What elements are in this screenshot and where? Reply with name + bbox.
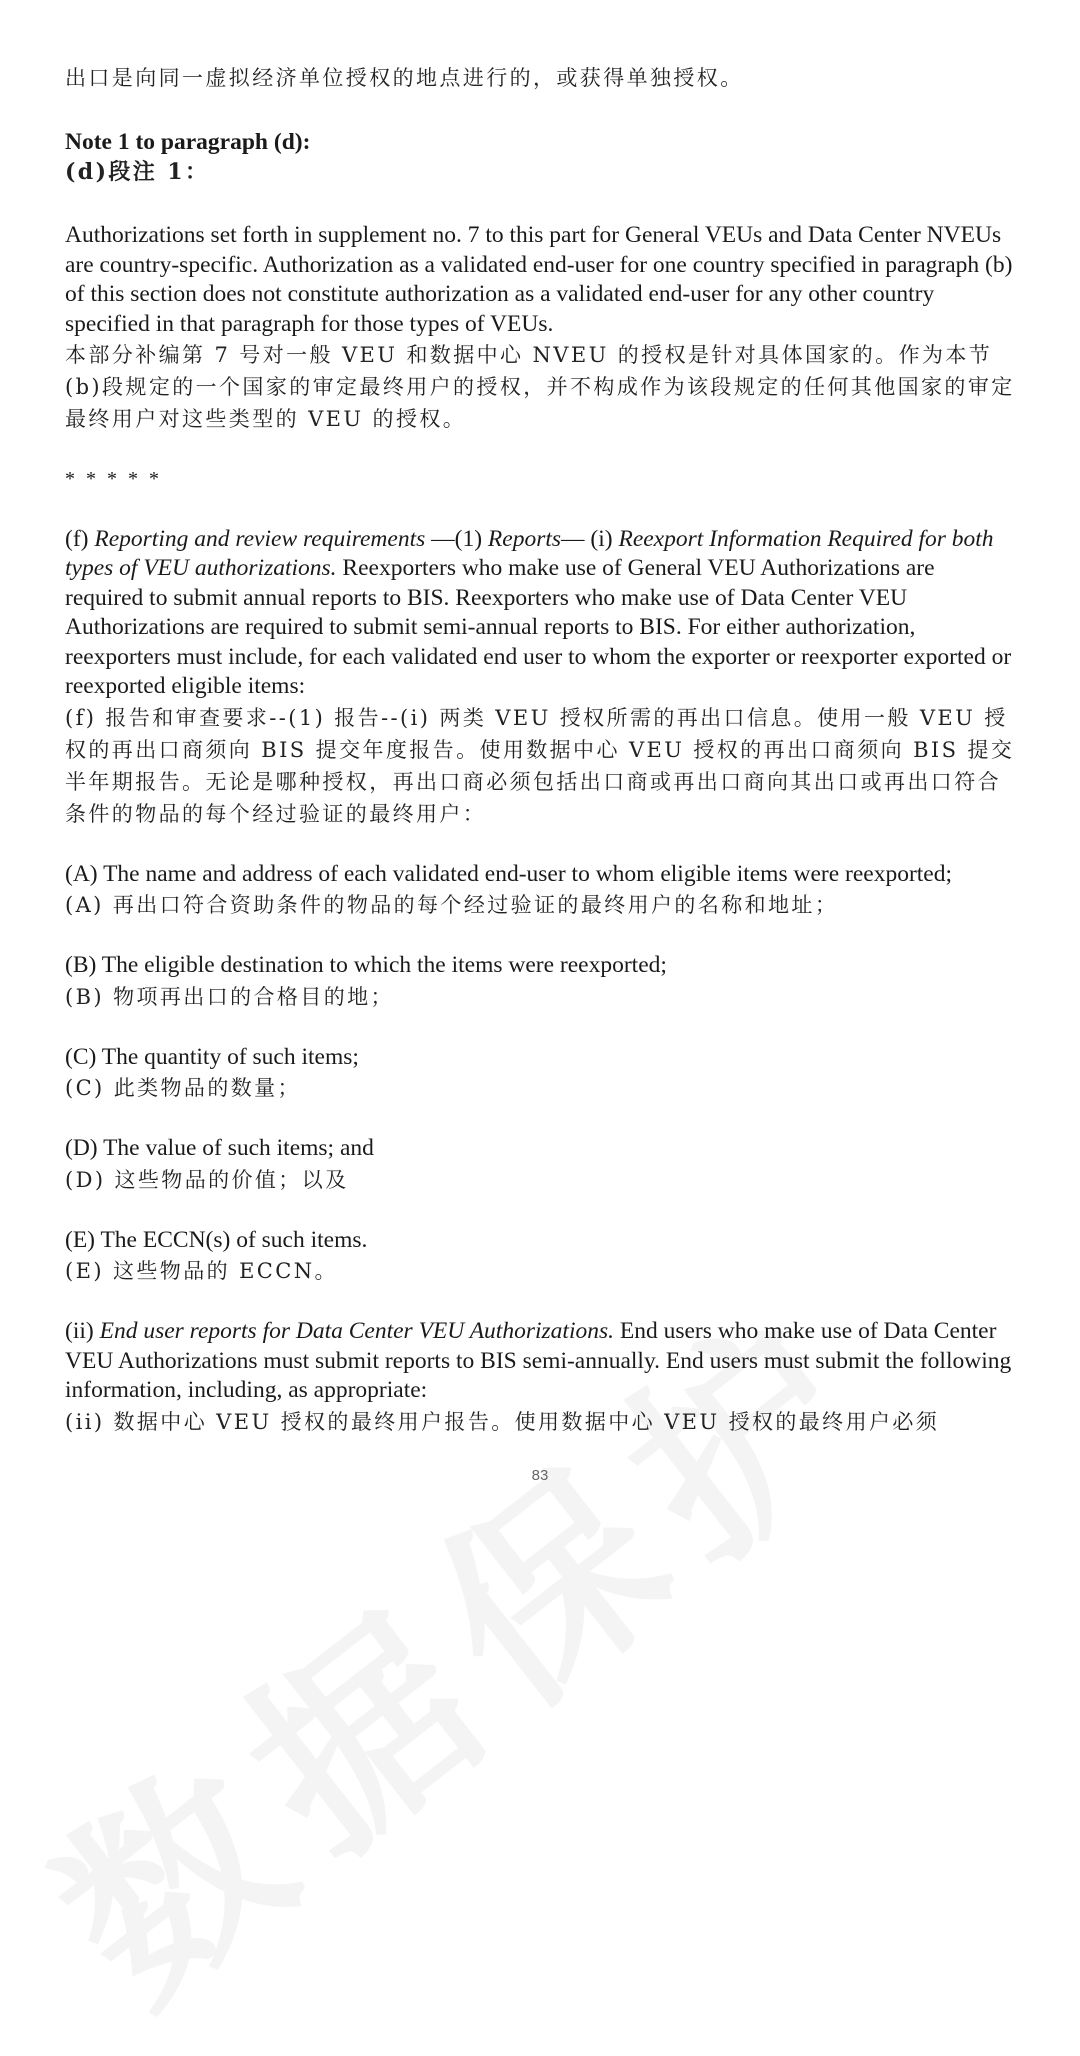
item-c-en: (C) The quantity of such items; (65, 1043, 359, 1070)
paragraph-ii-body: End users who make use of Data Center VEU Authorizations must submit reports to BIS semi-annually. End users must submit the following information, including, as appropriate: (65, 1318, 1012, 1403)
note-heading-zh: (d)段注 1： (65, 159, 210, 185)
note-body-en: Authorizations set forth in supplement no. 7 to this part for General VEUs and Data Center NVEUs are country-specific. Authorization as a validated end-user for one country specified in paragraph (b) of this section does not constitute authorization as a validated end-user for any other country specified in that paragraph for those types of VEUs. (65, 222, 1013, 337)
paragraph-ii-zh: (ii) 数据中心 VEU 授权的最终用户报告。使用数据中心 VEU 授权的最终用户必须 (65, 1409, 940, 1434)
paragraph-d-end-zh: 出口是向同一虚拟经济单位授权的地点进行的，或获得单独授权。 (65, 66, 744, 90)
note-heading: Note 1 to paragraph (d): (65, 129, 311, 155)
paragraph-f-dash-2: — (i) (561, 525, 619, 552)
item-a-en: (A) The name and address of each validated end-user to whom eligible items were reexported; (65, 860, 953, 887)
paragraph-f-heading-reporting: Reporting and review requirements (94, 525, 426, 552)
item-c-zh: (C) 此类物品的数量； (65, 1076, 301, 1100)
item-e-en: (E) The ECCN(s) of such items. (65, 1226, 368, 1253)
item-d-zh: (D) 这些物品的价值；以及 (65, 1167, 349, 1192)
item-e-zh: (E) 这些物品的 ECCN。 (65, 1259, 338, 1283)
paragraph-f-heading-reports: Reports (487, 525, 562, 552)
paragraph-ii-en (65, 1317, 1015, 1406)
page-number: 83 (531, 1467, 549, 1484)
item-b-en: (B) The eligible destination to which the items were reexported; (65, 952, 667, 978)
note-body-zh: 本部分补编第 7 号对一般 VEU 和数据中心 NVEU 的授权是针对具体国家的。作为本节(b)段规定的一个国家的审定最终用户的授权，并不构成作为该段规定的任何其他国家的审定最终用户对这些类型的 VEU 的授权。 (65, 343, 1015, 431)
paragraph-f-zh: (f) 报告和审查要求--(1) 报告--(i) 两类 VEU 授权所需的再出口信息。使用一般 VEU 授权的再出口商须向 BIS 提交年度报告。使用数据中心 VEU 授权的再出口商须向 BIS 提交半年期报告。无论是哪种授权，再出口商必须包括出口商或再出口商向其出口或再出口符合条件的物品的每个经过验证的最终用户： (65, 705, 1015, 826)
paragraph-ii-heading: End user reports for Data Center VEU Authorizations. (99, 1318, 614, 1344)
paragraph-f-body: Reexporters who make use of General VEU Authorizations are required to submit annual reports to BIS. Reexporters who make use of Data Center VEU Authorizations are required to submit semi-annual reports to BIS. For either authorization, reexporters must include, for each validated end user to whom the exporter or reexporter exported or reexported eligible items: (65, 555, 1012, 699)
item-d-en: (D) The value of such items; and (65, 1135, 374, 1161)
paragraph-f-heading-reexport: Reexport Information Required for both types of VEU authorizations. (65, 525, 994, 581)
item-b-zh: (B) 物项再出口的合格目的地； (65, 984, 394, 1009)
item-a-zh: (A) 再出口符合资助条件的物品的每个经过验证的最终用户的名称和地址； (65, 893, 839, 917)
paragraph-f-en (65, 525, 1015, 702)
paragraph-f-dash-1: —(1) (425, 525, 488, 552)
document-page (65, 62, 1015, 1438)
paragraph-ii-prefix: (ii) (65, 1318, 100, 1344)
paragraph-f-prefix: (f) (65, 525, 95, 552)
section-break-stars: * * * * * (65, 468, 162, 490)
